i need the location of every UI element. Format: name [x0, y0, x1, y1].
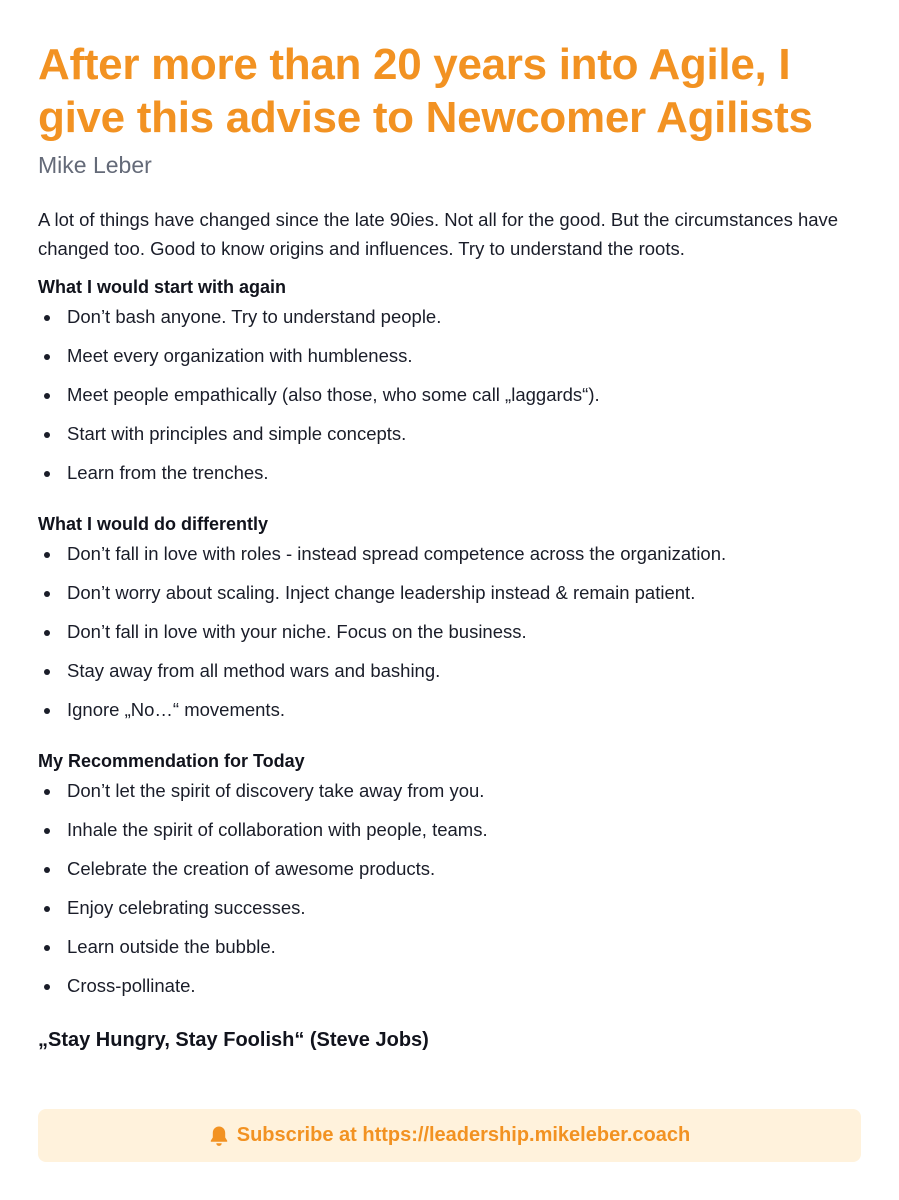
list-item-text: Learn outside the bubble.: [67, 936, 276, 957]
list-item-text: Don’t worry about scaling. Inject change leadership instead & remain patient.: [67, 582, 696, 603]
list-item-text: Don’t bash anyone. Try to understand people.: [67, 306, 442, 327]
author-name: Mike Leber: [38, 152, 152, 178]
bullet-icon: [44, 393, 50, 399]
bullet-icon: [44, 315, 50, 321]
list-item-text: Don’t fall in love with your niche. Focus on the business.: [67, 621, 527, 642]
list-item-text: Meet every organization with humbleness.: [67, 345, 413, 366]
subscribe-button[interactable]: [38, 1109, 861, 1162]
list-item-text: Don’t let the spirit of discovery take away from you.: [67, 780, 485, 801]
closing-quote: „Stay Hungry, Stay Foolish“ (Steve Jobs): [38, 1029, 429, 1051]
section-do-differently: [38, 512, 861, 737]
bullet-icon: [44, 789, 50, 795]
list-item-text: Cross-pollinate.: [67, 975, 196, 996]
list-item: [38, 620, 861, 659]
bullet-list: [38, 779, 861, 1013]
list-item: [38, 422, 861, 461]
bullet-icon: [44, 630, 50, 636]
section-recommendation: [38, 749, 861, 1013]
bullet-icon: [44, 945, 50, 951]
list-item: [38, 698, 861, 737]
bullet-icon: [44, 669, 50, 675]
list-item-text: Learn from the trenches.: [67, 462, 269, 483]
section-heading: What I would do differently: [38, 514, 268, 534]
bell-icon: [209, 1125, 229, 1147]
list-item-text: Meet people empathically (also those, who some call „laggards“).: [67, 384, 600, 405]
list-item: [38, 779, 861, 818]
list-item: [38, 542, 861, 581]
bullet-icon: [44, 828, 50, 834]
list-item: [38, 857, 861, 896]
section-heading: My Recommendation for Today: [38, 751, 305, 771]
bullet-icon: [44, 432, 50, 438]
list-item-text: Start with principles and simple concepts.: [67, 423, 407, 444]
list-item: [38, 659, 861, 698]
list-item: [38, 305, 861, 344]
section-heading: What I would start with again: [38, 277, 287, 297]
bullet-icon: [44, 552, 50, 558]
list-item-text: Ignore „No…“ movements.: [67, 699, 285, 720]
list-item: [38, 581, 861, 620]
list-item-text: Inhale the spirit of collaboration with people, teams.: [67, 819, 488, 840]
list-item-text: Stay away from all method wars and bashing.: [67, 660, 441, 681]
list-item: [38, 974, 861, 1013]
bullet-icon: [44, 867, 50, 873]
section-start-again: [38, 275, 861, 500]
subscribe-label: Subscribe at https://leadership.mikeleber.coach: [236, 1124, 691, 1146]
bullet-icon: [44, 471, 50, 477]
list-item: [38, 818, 861, 857]
list-item-text: Celebrate the creation of awesome products.: [67, 858, 436, 879]
list-item-text: Enjoy celebrating successes.: [67, 897, 306, 918]
article-title: After more than 20 years into Agile, I give this advise to Newcomer Agilists: [38, 40, 813, 142]
list-item: [38, 383, 861, 422]
bullet-icon: [44, 708, 50, 714]
bullet-list: [38, 305, 861, 500]
bullet-list: [38, 542, 861, 737]
list-item: [38, 461, 861, 500]
bullet-icon: [44, 906, 50, 912]
list-item-text: Don’t fall in love with roles - instead spread competence across the organization.: [67, 543, 727, 564]
bullet-icon: [44, 591, 50, 597]
bullet-icon: [44, 354, 50, 360]
intro-paragraph: A lot of things have changed since the late 90ies. Not all for the good. But the circumstances have changed too. Good to know origins and influences. Try to understand the roots.: [38, 209, 839, 259]
bullet-icon: [44, 984, 50, 990]
list-item: [38, 344, 861, 383]
list-item: [38, 935, 861, 974]
article: [38, 38, 861, 1053]
list-item: [38, 896, 861, 935]
